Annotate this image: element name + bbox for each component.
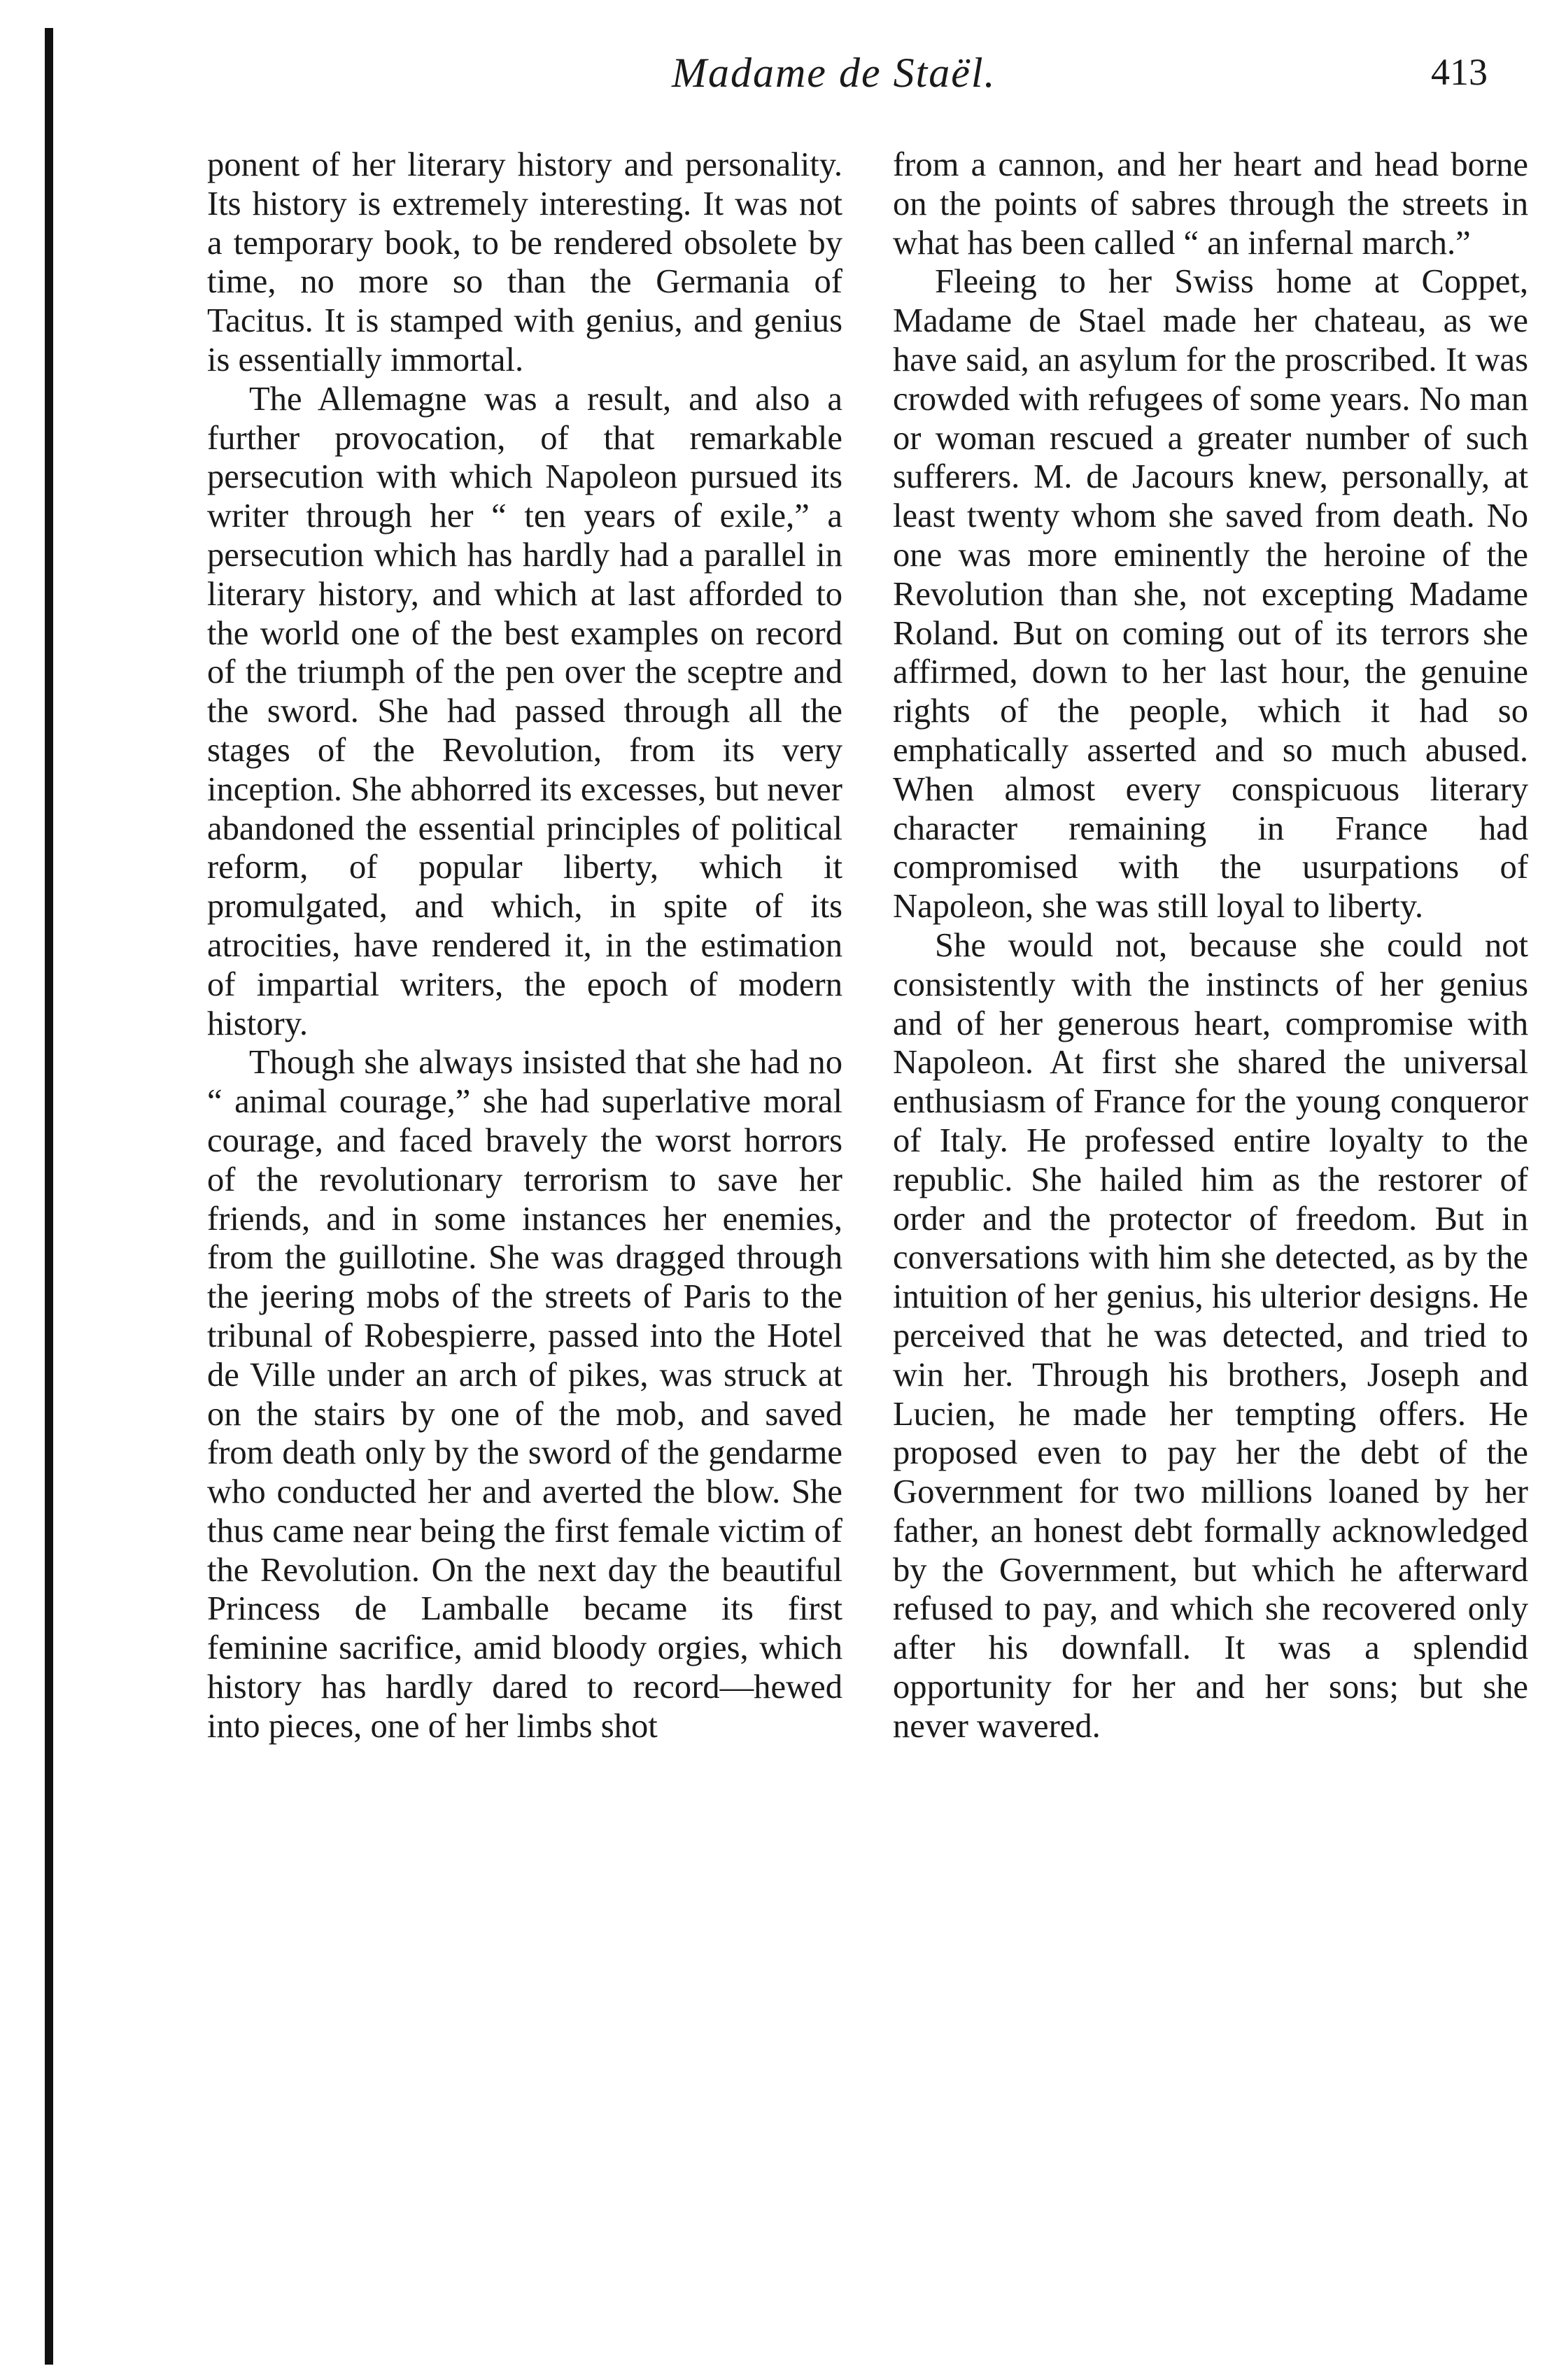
running-header-title: Madame de Staël. [672,50,996,96]
paragraph: from a cannon, and her heart and head borne on the points of sabres through the streets in what has been called “ an infernal march.” [893,146,1528,262]
page-number: 413 [1431,51,1488,93]
right-column [893,146,1528,1746]
paragraph: The Allemagne was a result, and also a further provocation, of that remarkable persecution with which Napoleon pursued its writer through her “ ten years of exile,” a persecution which has hardly had a parallel in literary history, and which at last afforded to the world one of the best examples on record of the triumph of the pen over the sceptre and the sword. She had passed through all the stages of the Revolution, from its very inception. She abhorred its excesses, but never abandoned the essential principles of political reform, of popular liberty, which it promulgated, and which, in spite of its atrocities, have rendered it, in the estimation of impartial writers, the epoch of modern history. [207,379,842,1042]
left-column [207,146,842,1746]
scan-edge-border [45,28,53,2365]
paragraph: She would not, because she could not consistently with the instincts of her genius and of her generous heart, compromise with Napoleon. At first she shared the universal enthusiasm of France for the young conqueror of Italy. He professed entire loyalty to the republic. She hailed him as the restorer of order and the protector of freedom. But in conversations with him she detected, as by the intuition of her genius, his ulterior designs. He perceived that he was detected, and tried to win her. Through his brothers, Joseph and Lucien, he made her tempting offers. He proposed even to pay her the debt of the Government for two millions loaned by her father, an honest debt formally acknowledged by the Government, but which he afterward refused to pay, and which she recovered only after his downfall. It was a splendid opportunity for her and her sons; but she never wavered. [893,926,1528,1745]
paragraph: Though she always insisted that she had no “ animal courage,” she had superlative moral courage, and faced bravely the worst horrors of the revolutionary terrorism to save her friends, and in some instances her enemies, from the guillotine. She was dragged through the jeering mobs of the streets of Paris to the tribunal of Robespierre, passed into the Hotel de Ville under an arch of pikes, was struck at on the stairs by one of the mob, and saved from death only by the sword of the gendarme who conducted her and averted the blow. She thus came near being the first female victim of the Revolution. On the next day the beautiful Princess de Lamballe became its first feminine sacrifice, amid bloody orgies, which history has hardly dared to record—hewed into pieces, one of her limbs shot [207,1043,842,1745]
paragraph: ponent of her literary history and personality. Its history is extremely interesting. It was not a temporary book, to be rendered obsolete by time, no more so than the Germania of Tacitus. It is stamped with genius, and genius is essentially immortal. [207,146,842,378]
paragraph: Fleeing to her Swiss home at Coppet, Madame de Stael made her chateau, as we have said, an asylum for the proscribed. It was crowded with refugees of some years. No man or woman rescued a greater number of such sufferers. M. de Jacours knew, personally, at least twenty whom she saved from death. No one was more eminently the heroine of the Revolution than she, not excepting Madame Roland. But on coming out of its terrors she affirmed, down to her last hour, the genuine rights of the people, which it had so emphatically asserted and so much abused. When almost every conspicuous literary character remaining in France had compromised with the usurpations of Napoleon, she was still loyal to liberty. [893,262,1528,926]
